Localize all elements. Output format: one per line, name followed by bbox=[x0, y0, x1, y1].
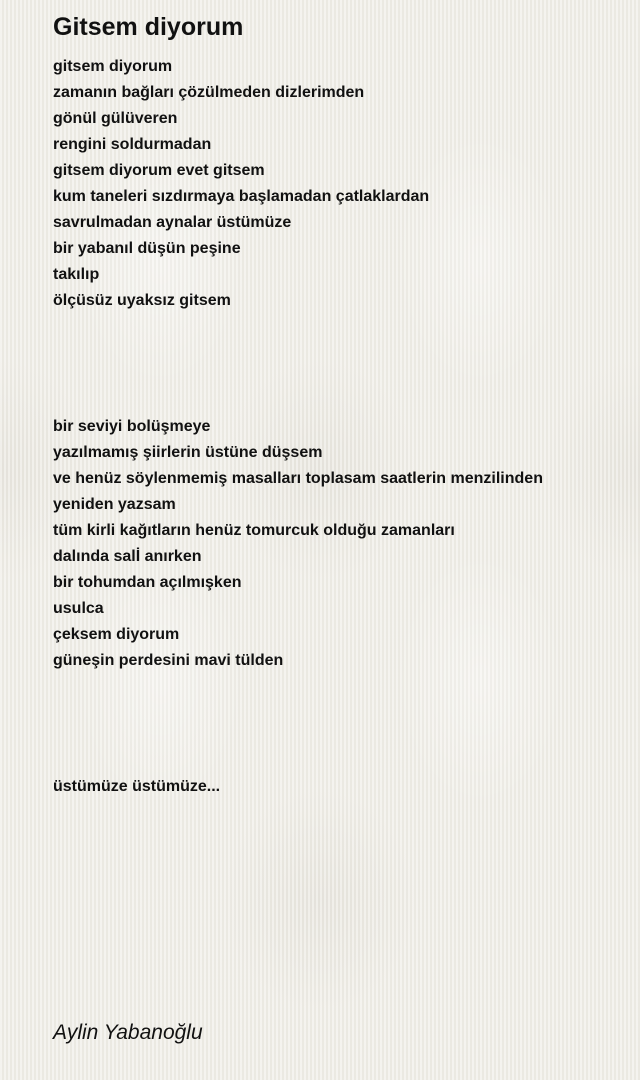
poem-line: gitsem diyorum bbox=[53, 58, 173, 75]
poem-line: bir yabanıl düşün peşine bbox=[53, 240, 241, 257]
poem-line: zamanın bağları çözülmeden dizlerimden bbox=[53, 84, 365, 101]
poem-line: bir tohumdan açılmışken bbox=[53, 574, 242, 591]
poem-line: gitsem diyorum evet gitsem bbox=[53, 162, 265, 179]
poem-line: kum taneleri sızdırmaya başlamadan çatlaklardan bbox=[53, 188, 430, 205]
poem-line: üstümüze üstümüze... bbox=[53, 778, 221, 795]
poem-line: güneşin perdesini mavi tülden bbox=[53, 652, 284, 669]
poem-line: ve henüz söylenmemiş masalları toplasam saatlerin menzilinden bbox=[53, 470, 543, 487]
poem-line: dalında salİ anırken bbox=[53, 548, 202, 565]
poem-line: rengini soldurmadan bbox=[53, 136, 212, 153]
poem-line: gönül gülüveren bbox=[53, 110, 178, 127]
poem-line: bir seviyi bolüşmeye bbox=[53, 418, 211, 435]
author-name: Aylin Yabanoğlu bbox=[53, 1021, 203, 1044]
stanza-1 bbox=[53, 54, 429, 314]
poem-line: yeniden yazsam bbox=[53, 496, 176, 513]
poem-line: usulca bbox=[53, 600, 104, 617]
stanza-2 bbox=[53, 414, 543, 674]
poem-line: çeksem diyorum bbox=[53, 626, 180, 643]
stanza-3 bbox=[53, 774, 220, 800]
poem-line: yazılmamış şiirlerin üstüne düşsem bbox=[53, 444, 323, 461]
poem-line: takılıp bbox=[53, 266, 100, 283]
poem-title: Gitsem diyorum bbox=[53, 13, 244, 41]
poem-line: tüm kirli kağıtların henüz tomurcuk olduğu zamanları bbox=[53, 522, 455, 539]
poem-line: savrulmadan aynalar üstümüze bbox=[53, 214, 292, 231]
poem-line: ölçüsüz uyaksız gitsem bbox=[53, 292, 231, 309]
